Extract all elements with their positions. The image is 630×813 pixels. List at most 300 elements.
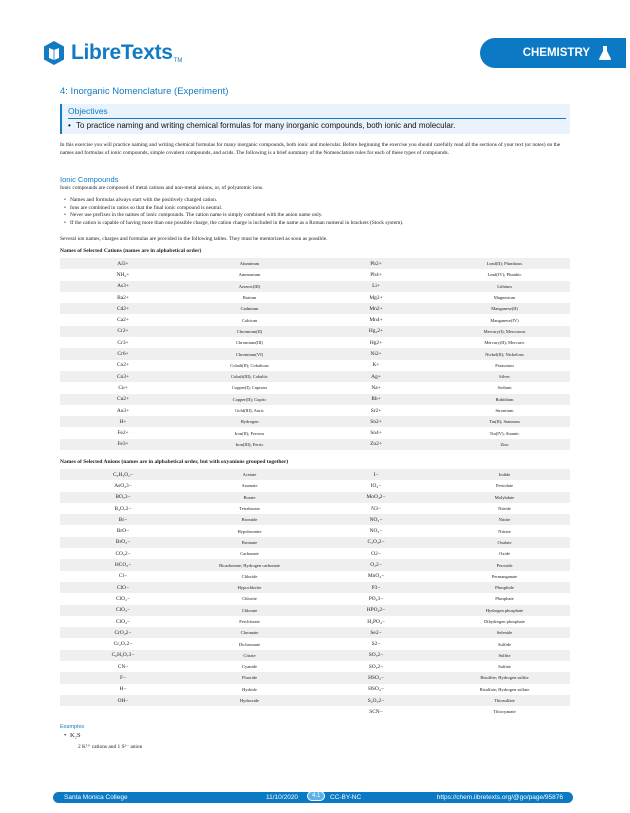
ion-symbol: Co: [116, 362, 124, 369]
ion-name: [186, 706, 313, 717]
ion-formula: [313, 281, 439, 292]
ion-charge: −: [126, 607, 130, 614]
ion-symbol: Ag: [371, 373, 378, 380]
ion-name: Hypochlorite: [186, 582, 313, 593]
ion-charge: 2+: [376, 305, 383, 312]
ion-symbol: S₂O₃: [367, 697, 379, 704]
ion-symbol: Sn: [370, 430, 376, 437]
ion-name: Nitrite: [439, 514, 570, 525]
ion-symbol: Hg: [369, 339, 377, 346]
table-row: [60, 537, 570, 548]
examples-label[interactable]: Examples: [60, 724, 85, 730]
ion-name: Ammonium: [238, 272, 261, 278]
logo-text: LibreTexts: [71, 41, 173, 64]
ion-symbol: Rb: [371, 396, 378, 403]
ion-symbol: As: [117, 283, 124, 290]
footer-page-number: 4.1: [307, 791, 325, 801]
table-row: [60, 439, 570, 450]
objectives-divider: [68, 118, 566, 119]
ion-charge: 2−: [378, 697, 385, 704]
table-row: [60, 303, 570, 314]
table-row: [60, 503, 570, 514]
ion-charge: +: [377, 384, 381, 391]
ion-symbol: I: [373, 471, 376, 478]
ion-symbol: Cr₂O₇: [113, 641, 127, 648]
ion-name: Mercury(II); Mercuric: [484, 340, 525, 346]
ion-formula: [313, 559, 439, 570]
list-item: • Names and formulas always start with the positively charged cation.: [64, 197, 564, 205]
ionic-intro: Ionic compounds are composed of metal cations and non-metal anions, or, of polyatomic ions.: [60, 185, 264, 191]
table-row: [60, 650, 570, 661]
ion-charge: −: [378, 482, 382, 489]
table-row: [60, 371, 570, 382]
ion-symbol: AsO₄: [114, 482, 126, 489]
ion-symbol: Cr: [117, 351, 123, 358]
ion-formula: [313, 706, 439, 717]
ion-charge: 3−: [126, 482, 132, 489]
ion-name: Tin(IV); Stannic: [489, 430, 520, 436]
ion-formula: [60, 281, 186, 292]
hexagon-book-icon: [43, 40, 65, 66]
ion-charge: 3−: [374, 584, 381, 591]
ion-name: Nitride: [498, 506, 511, 512]
ion-name: Selenide: [439, 627, 570, 638]
ion-formula: [313, 503, 439, 514]
ion-symbol: Ba: [117, 294, 124, 301]
ion-symbol: HCO₃: [114, 562, 129, 569]
ion-formula: [313, 593, 439, 604]
table-row: [60, 360, 570, 371]
ion-symbol: CO₃: [115, 550, 125, 557]
ion-symbol: Mn: [369, 305, 377, 312]
ion-name: Tin(II); Stannous: [439, 416, 570, 427]
table-row: [60, 480, 570, 491]
ion-symbol: Cr: [117, 339, 123, 346]
ion-name: Hydrogen: [186, 416, 313, 427]
ion-charge: 2+: [376, 441, 382, 448]
ion-name: Dihydrogen phosphate: [484, 619, 525, 624]
ion-name: Hypobromite: [237, 528, 262, 534]
ion-name: Chloride: [241, 573, 258, 579]
ion-formula: [313, 360, 439, 371]
table-row: [60, 514, 570, 525]
footer-date: 11/10/2020: [266, 793, 299, 801]
example-formula: • K₂S: [64, 732, 81, 739]
ion-name: Gold(III); Auric: [235, 408, 264, 413]
ion-symbol: ClO₂: [116, 595, 127, 602]
table-row: [60, 281, 570, 292]
footer-license: CC-BY-NC: [330, 793, 362, 801]
ion-charge: −: [379, 708, 383, 715]
ion-formula: [313, 684, 439, 695]
ion-formula: [60, 360, 186, 371]
ion-charge: −: [126, 618, 130, 625]
ion-symbol: Cd: [116, 305, 124, 312]
ion-formula: [313, 337, 439, 348]
table-row: [60, 405, 570, 416]
table-row: [60, 337, 570, 348]
ion-charge: 2−: [376, 562, 382, 569]
ion-symbol: HPO₄: [366, 607, 380, 614]
banner-label: CHEMISTRY: [522, 47, 590, 59]
ion-charge: 2+: [376, 294, 383, 301]
table-row: [60, 605, 570, 616]
table-row: [60, 571, 570, 582]
ion-symbol: IO₄: [370, 482, 379, 489]
ion-charge: 2−: [379, 494, 386, 501]
ion-formula: [60, 382, 186, 393]
ion-name: Molybdate: [439, 492, 570, 503]
ion-name: Cadmium: [186, 303, 313, 314]
ion-charge: 2+: [123, 362, 130, 369]
ion-charge: −: [375, 471, 379, 478]
ion-formula: [313, 638, 439, 649]
table-row: [60, 548, 570, 559]
ion-symbol: K: [372, 362, 377, 369]
ion-formula: [60, 559, 186, 570]
ion-formula: [60, 616, 186, 627]
table-row: [60, 326, 570, 337]
ion-formula: [313, 348, 439, 359]
ion-formula: [60, 405, 186, 416]
list-item: • Ions are combined in ratios so that the final ionic compound is neutral.: [64, 205, 564, 213]
ion-formula: [60, 593, 186, 604]
ion-name: Calcium: [241, 317, 258, 323]
ion-name: Sulfate: [498, 664, 511, 670]
ion-name: Manganese(II): [439, 303, 570, 314]
ion-symbol: O₂: [370, 562, 377, 569]
anions-table: [60, 469, 570, 718]
ion-symbol: ClO₄: [116, 618, 127, 625]
ion-name: Phosphide: [439, 582, 570, 593]
ion-charge: −: [126, 595, 130, 602]
ion-formula: [60, 582, 186, 593]
ion-symbol: BO₃: [115, 494, 125, 501]
ion-formula: [313, 695, 439, 706]
ion-formula: [313, 627, 439, 638]
ion-charge: −: [125, 584, 130, 591]
ion-charge: 3+: [123, 373, 130, 380]
ion-formula: [313, 492, 439, 503]
ion-formula: [313, 480, 439, 491]
table-row: [60, 627, 570, 638]
ion-formula: [313, 292, 439, 303]
ion-symbol: NO₂: [369, 516, 380, 523]
ion-symbol: F: [119, 674, 123, 681]
ion-formula: [60, 537, 186, 548]
ion-name: Nickel(II); Nickelous: [439, 348, 570, 359]
ion-charge: 2+: [123, 396, 130, 403]
ion-formula: [313, 416, 439, 427]
ion-symbol: NH₄: [116, 271, 127, 278]
ion-charge: +: [377, 373, 381, 380]
table-row: [60, 394, 570, 405]
table-row: [60, 661, 570, 672]
ion-formula: [313, 269, 439, 280]
objectives-item: • To practice naming and writing chemical formulas for many inorganic compounds, both ionic and molecular.: [76, 121, 455, 130]
ion-formula: [60, 314, 186, 325]
ion-name: Iron(II); Ferrous: [234, 430, 265, 436]
ion-formula: [60, 638, 186, 649]
ion-name: Thiocyanate: [493, 709, 516, 715]
ion-symbol: HSO₄: [368, 686, 381, 693]
ionic-compounds-heading: Ionic Compounds: [60, 175, 119, 184]
ion-symbol: Au: [116, 407, 124, 414]
ion-name: Arsenic(III): [186, 281, 313, 292]
ion-charge: 3−: [128, 652, 135, 659]
ion-name: Cobalt(III); Cobaltic: [186, 371, 313, 382]
ion-charge: −: [379, 528, 383, 535]
logo-trademark: TM: [173, 58, 183, 64]
ion-formula: [60, 469, 186, 480]
memorize-note: Several ion names, charges and formulas are provided in the following tables. They must be memorized as soon as possible.: [60, 236, 328, 242]
ion-name: Lead(IV); Plumbic: [487, 272, 522, 278]
ion-formula: [60, 394, 186, 405]
table-row: [60, 525, 570, 536]
ion-charge: 2−: [378, 539, 385, 546]
ion-charge: +: [124, 384, 128, 391]
ion-name: Peroxide: [439, 559, 570, 570]
ion-name: Mercury(I); Mercurous: [439, 326, 570, 337]
ion-charge: 4+: [375, 430, 382, 437]
ion-symbol: Cu: [118, 384, 125, 391]
ion-symbol: N: [371, 505, 376, 512]
ion-charge: 2+: [377, 328, 384, 335]
ion-formula: [60, 661, 186, 672]
ion-name: Cobalt(II); Cobaltous: [230, 362, 269, 368]
table-row: [60, 638, 570, 649]
ion-formula: [313, 258, 439, 269]
ion-symbol: Na: [371, 384, 378, 391]
ion-formula: [60, 684, 186, 695]
table-row: [60, 559, 570, 570]
ion-name: Silver: [439, 371, 570, 382]
ion-name: Oxide: [499, 551, 510, 557]
ion-formula: [313, 405, 439, 416]
ion-symbol: Ni: [370, 351, 376, 358]
ion-name: Dichromate: [238, 641, 261, 647]
ion-charge: −: [127, 539, 131, 546]
ion-name: Citrate: [186, 650, 313, 661]
ion-symbol: SCN: [369, 708, 380, 715]
ion-symbol: CrO₄: [114, 629, 126, 636]
ion-charge: −: [380, 674, 384, 681]
list-item: • Never use prefixes in the names of ionic compounds. The cation name is simply combined with the anion name only.: [64, 212, 564, 220]
ion-symbol: CN: [117, 663, 126, 670]
page-title: 4: Inorganic Nomenclature (Experiment): [60, 86, 229, 97]
ion-charge: 2+: [375, 260, 382, 267]
intro-paragraph: In this exercise you will practice naming and writing chemical formulas for many inorganic compounds, both ionic and molecular. Before beginning the exercise you should carefully read all the sections of your text (or notes) on the names and formulas of ionic compounds, simple covalent compounds, and acids. The following is a brief summary of the Nomenclature rules for each of these types of compounds.: [60, 142, 561, 156]
ion-charge: 3+: [123, 283, 129, 290]
ion-symbol: P: [371, 584, 375, 591]
table-row: [60, 314, 570, 325]
ion-name: Sulfide: [498, 641, 511, 647]
ion-name: Chromium(VI): [186, 348, 313, 359]
ion-symbol: SO₃: [368, 652, 378, 659]
table-row: [60, 469, 570, 480]
ion-charge: 2−: [124, 550, 131, 557]
ion-formula: [313, 605, 439, 616]
ion-symbol: S: [371, 641, 375, 648]
ion-formula: [60, 348, 186, 359]
ion-formula: [60, 503, 186, 514]
ion-name: Permanganate: [491, 573, 518, 579]
ion-name: Chromium(III): [236, 340, 263, 346]
ion-symbol: B₄O₇: [114, 505, 126, 512]
ion-formula: [313, 427, 439, 438]
ion-name: Strontium: [495, 408, 514, 413]
ion-formula: [313, 469, 439, 480]
ion-symbol: Br: [118, 516, 125, 523]
ion-symbol: O: [371, 550, 376, 557]
ion-charge: 2+: [123, 294, 129, 301]
ion-charge: +: [376, 283, 380, 290]
ion-charge: 3+: [122, 339, 129, 346]
table-row: [60, 292, 570, 303]
flask-icon: [598, 45, 612, 61]
cations-table: [60, 258, 570, 450]
ion-symbol: H: [119, 418, 124, 425]
ion-charge: 2−: [377, 652, 384, 659]
ion-formula: [313, 616, 439, 627]
table-row: [60, 672, 570, 683]
footer-url[interactable]: https://chem.libretexts.org/@go/page/95876: [436, 793, 563, 801]
ion-name: Periodate: [496, 483, 513, 489]
ion-symbol: Ca: [117, 317, 124, 324]
ion-charge: 2+: [375, 351, 382, 358]
ion-name: Magnesium: [493, 295, 516, 301]
ion-formula: [60, 480, 186, 491]
ion-charge: 2−: [375, 550, 381, 557]
ion-charge: 3−: [124, 494, 131, 501]
ion-symbol: Cl: [118, 573, 125, 580]
ion-name: Oxalate: [439, 537, 570, 548]
ion-name: Nitrate: [498, 528, 511, 534]
ion-name: Perchlorate: [239, 619, 260, 624]
ion-formula: [313, 548, 439, 559]
libretexts-logo[interactable]: [43, 36, 182, 70]
ion-name: Arsenate: [241, 483, 258, 489]
ion-charge: 6+: [122, 351, 129, 358]
ion-name: Lead(II); Plumbous: [439, 258, 570, 269]
ion-symbol: Pb: [370, 260, 376, 267]
ion-formula: [313, 672, 439, 683]
ion-name: Lithium: [439, 281, 570, 292]
ion-name: Tetraborate: [239, 506, 260, 512]
ion-charge: −: [124, 516, 128, 523]
ion-name: Cyanide: [242, 664, 257, 670]
ion-charge: −: [125, 663, 129, 670]
ion-symbol: Co: [116, 373, 124, 380]
table-row: [60, 416, 570, 427]
ion-symbol: NO₃: [369, 528, 380, 535]
ion-name: Zinc: [439, 439, 570, 450]
table-row: [60, 593, 570, 604]
ion-name: Iodide: [439, 469, 570, 480]
ion-charge: 3+: [122, 441, 129, 448]
ion-name: Hydroxide: [186, 695, 313, 706]
ion-formula: [60, 650, 186, 661]
table-row: [60, 616, 570, 627]
ion-formula: [60, 439, 186, 450]
ion-formula: [313, 661, 439, 672]
ion-name: Sulfite: [439, 650, 570, 661]
ion-name: Chromium(II): [186, 326, 313, 337]
ion-formula: [60, 548, 186, 559]
ion-name: Chromate: [186, 627, 313, 638]
ion-charge: 2−: [379, 607, 386, 614]
ion-charge: −: [380, 686, 384, 693]
footer: [53, 792, 573, 803]
table-row: [60, 348, 570, 359]
ion-charge: −: [379, 516, 383, 523]
ion-symbol: ClO: [116, 584, 126, 591]
ion-symbol: OH: [117, 697, 126, 704]
ion-name: Barium: [242, 295, 257, 301]
ion-symbol: H₂PO₄: [367, 618, 382, 625]
ion-charge: −: [124, 573, 128, 580]
ion-formula: [60, 706, 186, 717]
subject-banner[interactable]: [480, 38, 626, 68]
table-row: [60, 582, 570, 593]
ion-name: Sodium: [497, 385, 512, 391]
ion-formula: [313, 537, 439, 548]
ion-charge: 2+: [376, 339, 383, 346]
table-row: [60, 382, 570, 393]
ion-formula: [60, 605, 186, 616]
ion-charge: −: [126, 528, 130, 535]
ion-symbol: C₆H₅O₇: [111, 652, 129, 659]
ion-symbol: Zn: [370, 441, 377, 448]
ion-formula: [60, 627, 186, 638]
ion-charge: +: [123, 418, 127, 425]
ion-formula: [313, 514, 439, 525]
ion-charge: 2−: [125, 505, 132, 512]
ion-formula: [313, 582, 439, 593]
ion-charge: −: [381, 573, 385, 580]
ion-symbol: Fe: [117, 430, 123, 437]
ion-symbol: Pb: [370, 271, 376, 278]
ion-name: Manganese(IV): [490, 317, 519, 323]
table-row: [60, 427, 570, 438]
ion-charge: −: [381, 618, 385, 625]
table-row: [60, 269, 570, 280]
ion-charge: 3−: [375, 505, 381, 512]
ion-formula: [313, 650, 439, 661]
ion-name: Hydrogen phosphate: [439, 605, 570, 616]
ion-name: Acetate: [186, 469, 313, 480]
ion-name: Bromide: [186, 514, 313, 525]
ion-symbol: BrO₃: [115, 539, 128, 546]
ion-symbol: BrO: [116, 528, 127, 535]
ion-name: Bromate: [186, 537, 313, 548]
ion-symbol: C₂O₄: [367, 539, 379, 546]
ion-symbol: MnO₄: [367, 573, 382, 580]
ion-formula: [313, 371, 439, 382]
ion-symbol: Hg₂: [368, 328, 378, 335]
ion-charge: 2−: [377, 663, 384, 670]
table-row: [60, 695, 570, 706]
ion-symbol: Li: [372, 283, 377, 290]
ion-charge: 2−: [374, 641, 381, 648]
header: [0, 30, 630, 78]
ion-formula: [60, 416, 186, 427]
table-row: [60, 258, 570, 269]
ion-charge: 2+: [122, 430, 129, 437]
ion-charge: 2+: [123, 305, 130, 312]
ion-name: Rubidium: [439, 394, 570, 405]
ion-formula: [60, 492, 186, 503]
